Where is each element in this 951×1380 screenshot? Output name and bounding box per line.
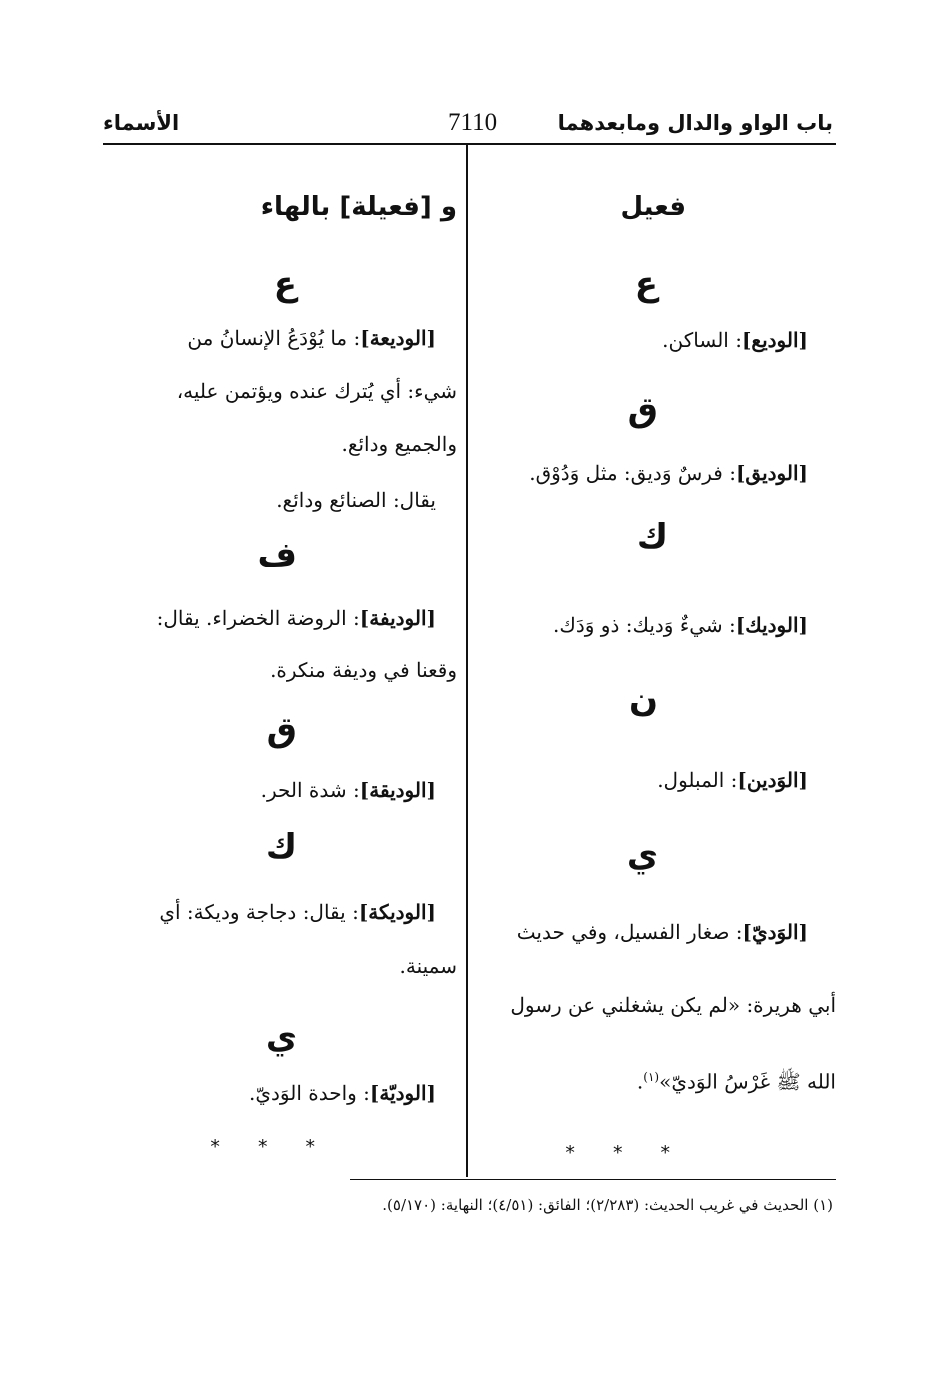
entry-wadika-line: سمينة. [399,954,457,978]
section-separator: * * * [565,1142,686,1164]
headword: [الوَدين] [737,768,808,792]
definition: : المبلول. [657,768,738,792]
entry-wadika-line [159,897,436,927]
footnote-reference[interactable]: (١) [643,1070,660,1084]
headword: [الوديك] [735,613,808,637]
letter-heading: ع [634,264,658,304]
period: . [636,1069,644,1094]
letter-heading: ف [257,535,297,575]
left-column-title: و [فعيلة] بالهاء [260,192,457,222]
entry-wadiyy-line: أبي هريرة: «لم يكن يشغلني عن رسول [510,993,836,1017]
section-title: الأسماء [103,111,180,135]
section-separator: * * * [210,1136,331,1158]
letter-heading: ق [266,710,297,750]
definition: : شدة الحر. [260,778,360,802]
entry-wadia-line: يقال: الصنائع ودائع. [276,488,436,512]
chapter-title: باب الواو والدال ومابعدهما [557,111,833,135]
entry-wadia-line [187,323,436,353]
letter-heading: ي [626,835,658,875]
definition: : صغار الفسيل، وفي حديث [516,920,743,944]
headword: [الوديع] [741,328,808,352]
entry-wadi-a [662,325,808,355]
headword: [الوديّة] [369,1081,436,1105]
hadith-quote: الله ﷺ غَرْسُ الوَديّ» [659,1069,836,1094]
entry-wadifa-line [157,603,436,633]
entry-wadiyya [249,1078,436,1108]
entry-wadin [657,765,808,795]
letter-heading: ق [627,390,658,430]
entry-wadiyy-line [517,917,808,947]
right-column-title: فعيل [620,192,686,222]
entry-wadia-line: شيء: أي يُترك عنده ويؤتمن عليه، [176,379,457,403]
footnote-divider [350,1179,836,1180]
definition: : يقال: دجاجة وديكة: أي [159,900,359,924]
letter-heading: ن [628,680,658,720]
definition: : فرسٌ وَديق: مثل وَدُوْق. [529,461,736,485]
footnote: (١) الحديث في غريب الحديث: (٢/٢٨٣)؛ الفائق: (٤/٥١)؛ النهاية: (٥/١٧٠). [382,1196,833,1214]
entry-wadik [553,610,808,640]
entry-wadia-line: والجميع ودائع. [341,432,457,456]
entry-wadiq [529,458,808,488]
letter-heading: ي [265,1017,297,1057]
entry-wadiyy-line [637,1062,836,1097]
letter-heading: ع [273,264,297,304]
page-number: 7110 [448,109,498,136]
header-divider [103,143,836,145]
definition: : الروضة الخضراء. يقال: [156,606,360,630]
headword: [الوديعة] [360,326,436,350]
headword: [الوَديّ] [742,920,808,944]
definition: : ما يُوْدَعُ الإنسانُ من [187,326,361,350]
letter-heading: ك [265,827,297,867]
definition: : واحدة الوَديّ. [248,1081,370,1105]
definition: : شيءٌ وَديك: ذو وَدَك. [553,613,736,637]
headword: [الوديق] [735,461,808,485]
entry-wadifa-line: وقعنا في وديفة منكرة. [270,658,457,682]
entry-wadiqa [261,775,436,805]
headword: [الوديكة] [358,900,436,924]
headword: [الوديفة] [359,606,436,630]
headword: [الوديقة] [359,778,436,802]
letter-heading: ك [636,517,668,557]
definition: : الساكن. [662,328,742,352]
column-divider [466,145,468,1177]
